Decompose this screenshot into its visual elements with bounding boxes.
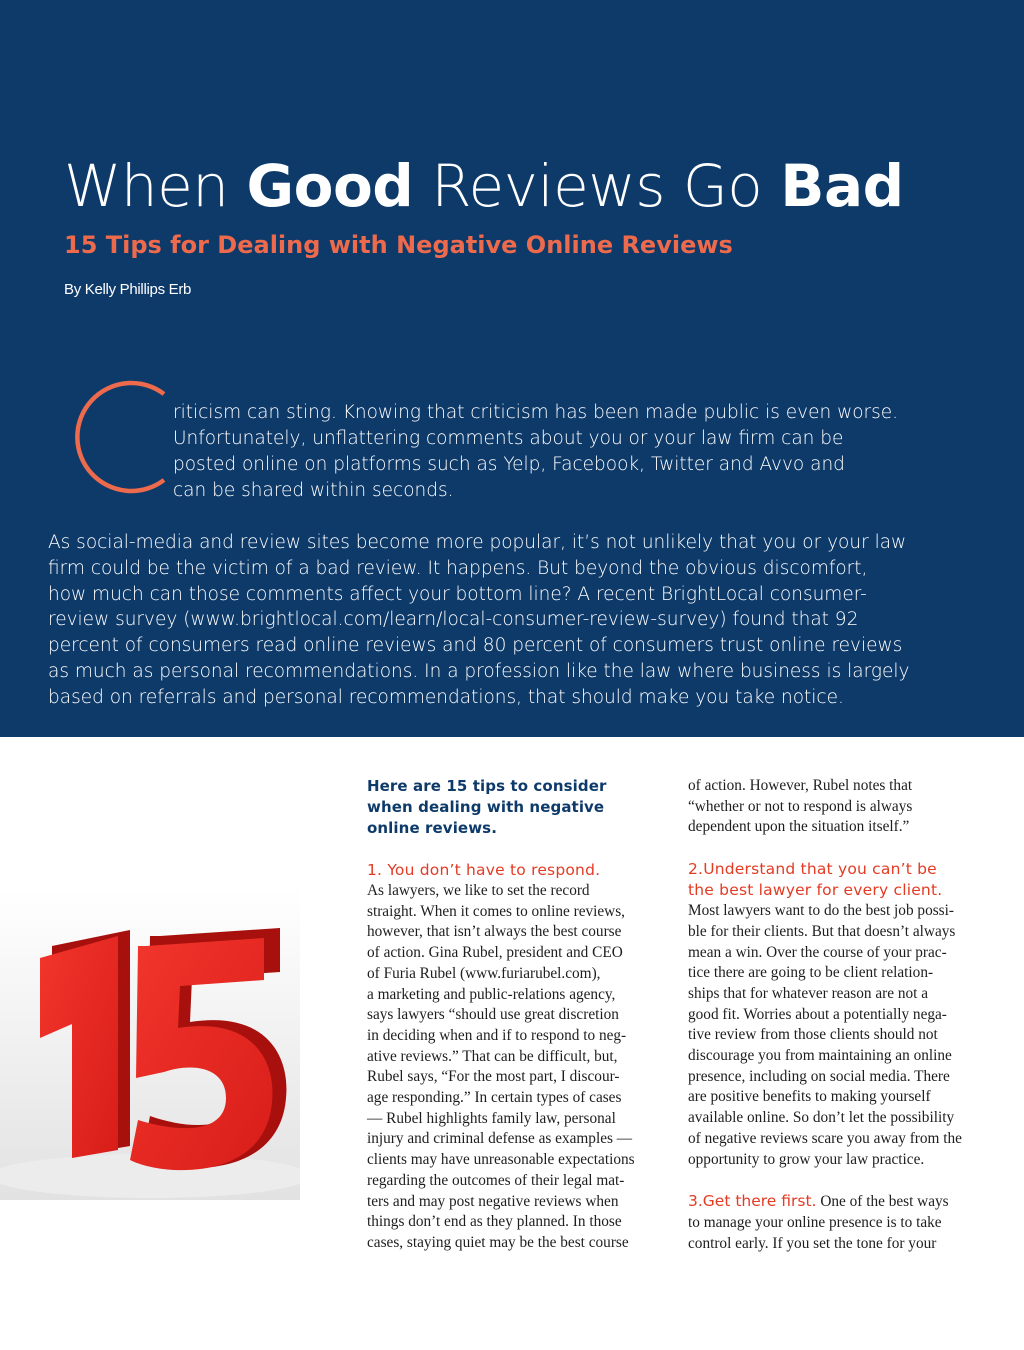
text-line: discourage you from maintaining an online (688, 1047, 952, 1065)
text-line: of negative reviews scare you away from the (688, 1129, 962, 1147)
text-line: age responding.” In certain types of cases (367, 1089, 622, 1107)
tip-2-title-line: 2.Understand that you can’t be (688, 860, 937, 879)
tip-1-continued (688, 776, 988, 838)
lead-line: how much can those comments affect your bottom line? A recent BrightLocal consumer- (48, 583, 867, 605)
text-line: says lawyers “should use great discretion (367, 1006, 619, 1024)
lead-line: as much as personal recommendations. In a profession like the law where business is largely (48, 660, 910, 682)
tip-2-title (688, 859, 988, 901)
tip-3-title: 3.Get there first. (688, 1192, 817, 1211)
tip-3-body (688, 1191, 988, 1254)
lead-line: based on referrals and personal recommendations, that should make you take notice. (48, 686, 844, 708)
lead-line: firm could be the victim of a bad review. It happens. But beyond the obvious discomfort, (48, 557, 868, 579)
text-line: of action. However, Rubel notes that (688, 777, 913, 794)
text-line: — Rubel highlights family law, personal (367, 1109, 616, 1127)
intro-line: can be shared within seconds. (173, 480, 454, 501)
tip-1-title: 1. You don’t have to respond. (367, 861, 601, 879)
text-line: mean a win. Over the course of your prac- (688, 943, 947, 961)
text-line: available online. So don’t let the possibility (688, 1109, 955, 1127)
text-line: in deciding when and if to respond to neg- (367, 1026, 627, 1044)
intro-line: posted online on platforms such as Yelp, Facebook, Twitter and Avvo and (173, 454, 845, 475)
text-line: ters and may post negative reviews when (367, 1192, 619, 1210)
intro-line: riticism can sting. Knowing that criticism has been made public is even worse. (173, 402, 899, 423)
text-line: injury and criminal defense as examples — (367, 1130, 633, 1148)
text-line: to manage your online presence is to take (688, 1213, 942, 1231)
article-subtitle: 15 Tips for Dealing with Negative Online Reviews (64, 231, 733, 259)
tip-3-first-rest: One of the best ways (816, 1193, 949, 1211)
text-line: clients may have unreasonable expectations (367, 1151, 635, 1169)
lead-line: As social-media and review sites become more popular, it’s not unlikely that you or your law (48, 532, 907, 553)
text-line: opportunity to grow your law practice. (688, 1150, 925, 1168)
title-part-reviews-go: Reviews Go (413, 152, 781, 220)
intro-paragraph (173, 400, 993, 504)
text-line: however, that isn’t always the best course (367, 923, 622, 941)
author-byline: By Kelly Phillips Erb (64, 281, 192, 298)
text-line: regarding the outcomes of their legal mat- (367, 1171, 625, 1189)
article-column-2 (688, 776, 988, 1254)
tip-1-body (367, 881, 667, 1254)
title-part-when: When (64, 152, 247, 220)
text-line: are positive benefits to making yourself (688, 1088, 931, 1106)
intro-line: Unfortunately, unflattering comments about you or your law firm can be (173, 428, 844, 449)
text-line: of action. Gina Rubel, president and CEO (367, 944, 623, 962)
text-line: things don’t end as they planned. In those (367, 1213, 622, 1231)
text-line: ble for their clients. But that doesn’t always (688, 922, 956, 940)
text-line: Rubel says, “For the most part, I discour- (367, 1068, 620, 1086)
text-line: good fit. Worries about a potentially nega- (688, 1005, 947, 1023)
number-15-image (0, 888, 300, 1200)
text-line: As lawyers, we like to set the record (367, 882, 590, 899)
text-line: a marketing and public-relations agency, (367, 985, 616, 1003)
text-line: tive review from those clients should not (688, 1026, 938, 1044)
lead-line: review survey (www.brightlocal.com/learn/local-consumer-review-survey) found that 92 (48, 609, 859, 631)
lead-line: percent of consumers read online reviews and 80 percent of consumers trust online reviews (48, 635, 903, 657)
text-line: of Furia Rubel (www.furiarubel.com), (367, 964, 601, 982)
tips-intro-line: online reviews. (367, 819, 497, 837)
text-line: cases, staying quiet may be the best course (367, 1233, 629, 1251)
text-line: dependent upon the situation itself.” (688, 818, 910, 836)
text-line: presence, including on social media. There (688, 1067, 950, 1085)
drop-cap-c (60, 372, 190, 502)
tip-2-body (688, 901, 988, 1170)
lead-paragraph (48, 530, 988, 711)
text-line: ships that for whatever reason are not a (688, 984, 928, 1002)
text-line: control early. If you set the tone for your (688, 1234, 937, 1252)
tips-intro-line: when dealing with negative (367, 798, 605, 816)
tips-intro-heading (367, 776, 667, 839)
text-line: tice there are going to be client relation- (688, 964, 934, 982)
text-line: “whether or not to respond is always (688, 797, 913, 815)
article-title (64, 148, 1004, 224)
tips-intro-line: Here are 15 tips to consider (367, 777, 607, 795)
tip-3-first-line (688, 1191, 988, 1213)
text-line: straight. When it comes to online reviews, (367, 902, 626, 920)
title-part-good: Good (246, 152, 414, 220)
text-line: ative reviews.” That can be difficult, but, (367, 1047, 618, 1065)
text-line: Most lawyers want to do the best job possi- (688, 902, 954, 920)
tip-2-title-line: the best lawyer for every client. (688, 881, 943, 900)
title-part-bad: Bad (780, 152, 904, 220)
article-column-1 (367, 776, 667, 1254)
